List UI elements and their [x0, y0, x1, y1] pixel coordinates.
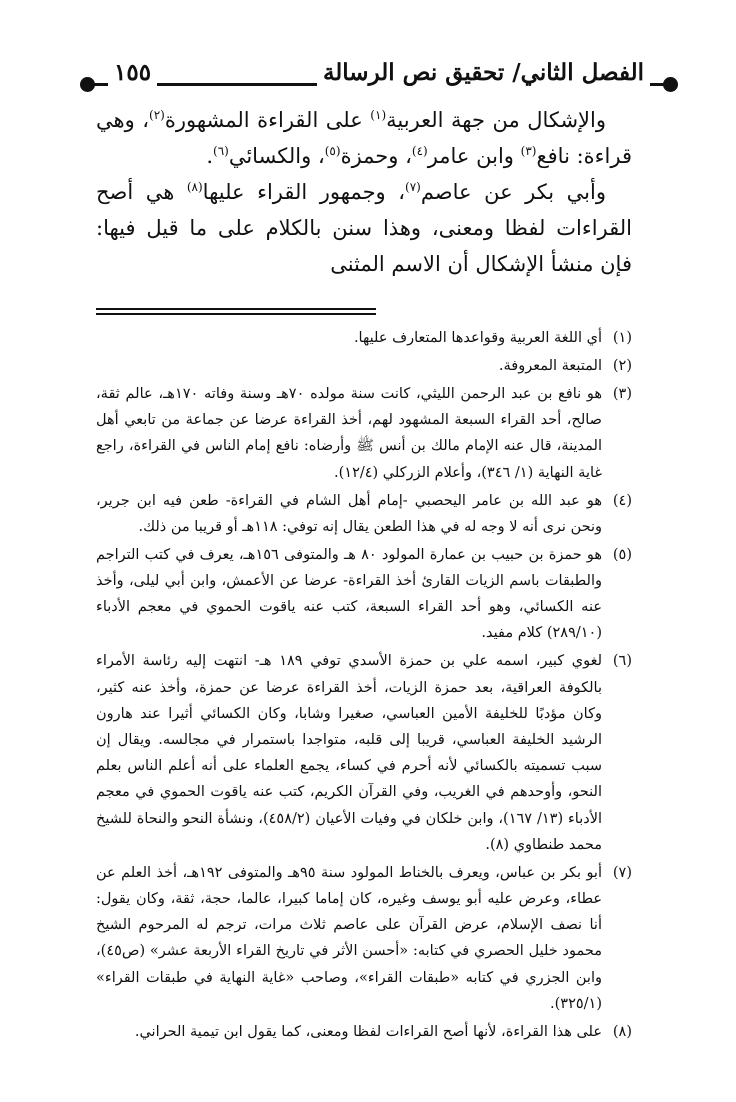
chapter-title: الفصل الثاني/ تحقيق نص الرسالة [317, 58, 650, 88]
header-dot-left [80, 77, 95, 92]
footnote-3 [96, 381, 632, 486]
text-run: وابن عامر [427, 144, 521, 168]
text-run: ، وهي قراءة: نافع [96, 108, 632, 168]
paragraph-1 [96, 102, 632, 174]
footnote-marker-8: (٨) [186, 180, 203, 194]
footnote-marker-3: (٣) [520, 144, 537, 158]
text-run: ، والكسائي [228, 144, 325, 168]
footnote-text: هو نافع بن عبد الرحمن الليثي، كانت سنة مولده ٧٠هـ وسنة وفاته ١٧٠هـ، عالم ثقة، صالح، أحد القراء السبعة المشهود لهم، أخذ القراءة عرضا عن جماعة من تابعي أهل المدينة، قال عنه الإمام مالك بن أنس ﷺ وأرضاه: نافع إمام الناس في القراءة، راجع غاية النهاية (١/ ٣٤٦)، وأعلام الزركلي (١٢/٤). [96, 386, 603, 481]
footnote-marker-2: (٢) [149, 108, 165, 122]
footnote-1 [96, 325, 632, 351]
footnote-text: أي اللغة العربية وقواعدها المتعارف عليها. [353, 330, 602, 346]
footnote-text: أبو بكر بن عباس، ويعرف بالخناط المولود سنة ٩٥هـ والمتوفى ١٩٢هـ، أخذ العلم عن عطاء، وعرض عليه أبو يوسف وغيره، كان إماما كبيرا، عالما، حجة، ثقة، وكان يقول: أنا نصف الإسلام، عرض القرآن على عاصم ثلاث مرات، ترجم له المرحوم الشيخ محمود خليل الحصري في كتابه: «أحسن الأثر في تاريخ القراء الأربعة عشر» (ص٤٥)، وابن الجزري في كتابه «طبقات القراء»، وصاحب «غاية النهاية في طبقات القراء» (٣٢٥/١). [96, 864, 602, 1012]
footnote-number: (٦) [612, 653, 632, 670]
footnote-number: (٤) [612, 492, 632, 509]
footnote-marker-1: (١) [370, 108, 387, 122]
footnote-number: (٨) [612, 1023, 632, 1040]
footnote-number: (٣) [612, 386, 632, 402]
footnote-marker-4: (٤) [411, 144, 428, 158]
footnote-text: هو حمزة بن حبيب بن عمارة المولود ٨٠ هـ والمتوفى ١٥٦هـ، يعرف في كتب التراجم والطبقات باسم الزيات القارئ أخذ القراءة- عرضا عن الأعمش، وابن أبي ليلى، وأخذ عنه الكسائي، وهو أحد القراء السبعة، كتب عنه ياقوت الحموي في معجم الأدباء (٢٨٩/١٠) كلام مفيد. [96, 546, 603, 642]
footnote-text: على هذا القراءة، لأنها أصح القراءات لفظا ومعنى، كما يقول ابن تيمية الحراني. [134, 1023, 602, 1040]
page-number: ١٥٥ [108, 58, 157, 88]
footnote-4 [96, 488, 632, 540]
text-run: . [206, 144, 213, 168]
running-header [80, 58, 678, 92]
footnotes [96, 325, 632, 1047]
footnote-marker-5: (٥) [324, 144, 341, 158]
footnote-6 [96, 648, 632, 858]
footnote-number: (١) [612, 330, 632, 346]
main-text [96, 102, 632, 282]
footnote-text: لغوي كبير، اسمه علي بن حمزة الأسدي توفي ١٨٩ هـ- انتهت إليه رئاسة الأمراء بالكوفة العراقية، بعد حمزة الزيات، أخذ القراءة عرضا عن حمزة، وأخذ عنه كثير، وكان مؤدبًا للخليفة الأمين العباسي، صغيرا وشابا، وكان الكسائي أثيرا عند هارون الرشيد الخليفة العباسي، قريبا إلى قلبه، متواجدا باستمرار في مجالسه. ويقال إن سبب تسميته بالكسائي لأنه أحرم في كساء، يجمع العلماء على أنه أعلم الناس بعلم النحو، وأوحدهم في الغريب، وفي القرآن الكريم، كتب عنه ياقوت الحموي في معجم الأدباء (١٣/ ١٦٧)، وابن خلكان في وفيات الأعيان (٤٥٨/٢)، ونشأة النحو والنحاة للشيخ محمد طنطاوي (٨). [96, 653, 603, 853]
text-run: ، وحمزة [340, 144, 412, 168]
footnote-number: (٢) [612, 358, 632, 374]
paragraph-2 [96, 174, 632, 282]
header-dot-right [663, 77, 678, 92]
footnote-8 [96, 1019, 632, 1045]
footnote-number: (٥) [612, 546, 632, 563]
footnote-separator [96, 308, 376, 318]
text-run: على القراءة المشهورة [164, 108, 371, 132]
text-run: والإشكال من جهة العربية [386, 108, 607, 132]
footnote-marker-7: (٧) [405, 180, 421, 194]
footnote-marker-6: (٦) [213, 144, 229, 158]
footnote-text: هو عبد الله بن عامر اليحصبي -إمام أهل الشام في القراءة- طعن فيه ابن جرير، ونحن نرى أنه لا وجه له في هذا الطعن يقال إنه توفي: ١١٨هـ أو قريبا من ذلك. [96, 492, 602, 535]
footnote-5 [96, 542, 632, 647]
text-run: وأبي بكر عن عاصم [420, 180, 606, 204]
text-run: هي أصح القراءات لفظا ومعنى، وهذا سنن بالكلام على ما قيل فيها: فإن منشأ الإشكال أن الاسم المثنى [96, 180, 632, 276]
footnote-2 [96, 353, 632, 379]
text-run: ، وجمهور القراء عليها [202, 180, 405, 204]
footnote-text: المتبعة المعروفة. [498, 358, 602, 374]
footnote-7 [96, 860, 632, 1017]
footnote-number: (٧) [612, 864, 632, 881]
